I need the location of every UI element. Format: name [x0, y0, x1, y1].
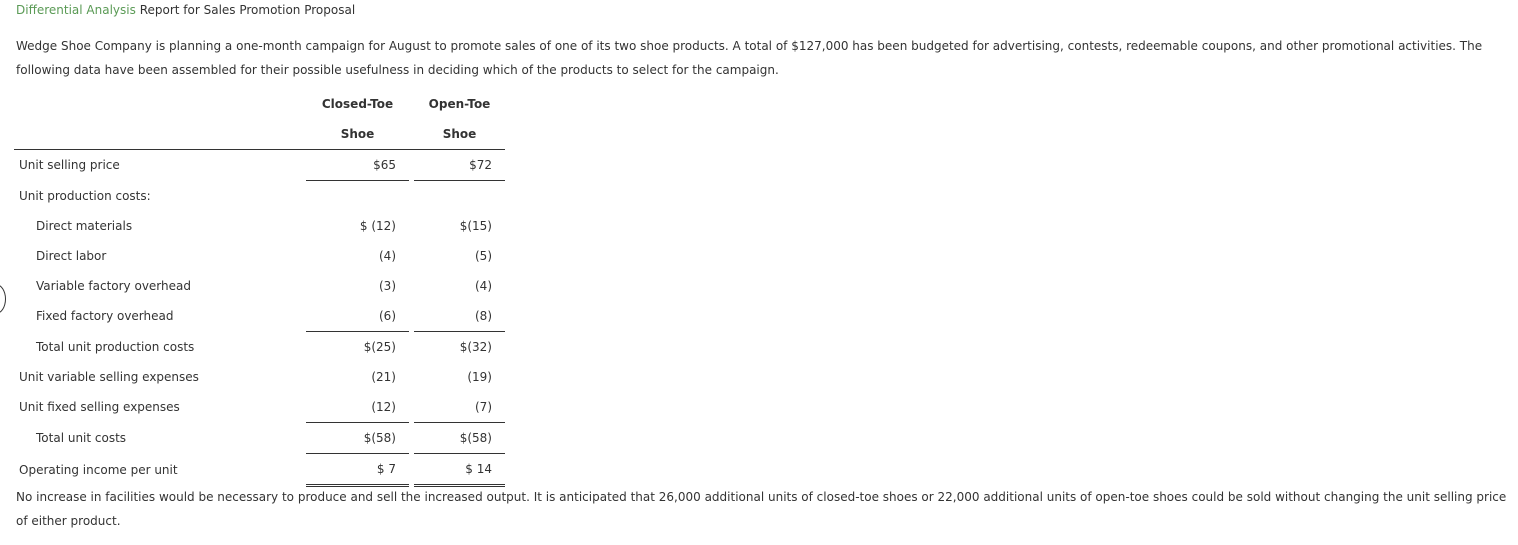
row-label: Unit variable selling expenses: [19, 370, 199, 384]
row-label: Direct labor: [36, 249, 107, 263]
open-toe-value: $ 14: [414, 454, 505, 486]
closed-toe-value: (12): [306, 392, 409, 423]
row-label: Unit fixed selling expenses: [19, 400, 180, 415]
open-toe-value: (4): [475, 279, 492, 293]
open-toe-value: [414, 181, 505, 212]
open-toe-value: (7): [414, 392, 505, 423]
open-toe-value: $72: [414, 150, 505, 181]
closed-toe-value: $65: [306, 150, 409, 181]
closing-paragraph: No increase in facilities would be necessary to produce and sell the increased output. It is anticipated that 26,000 additional units of closed-toe shoes or 22,000 additional units of open-toe shoes could be sold without changing the unit selling price of either product.: [16, 490, 1507, 528]
open-toe-value: $(58): [414, 423, 505, 454]
table-row: [14, 332, 505, 363]
closed-toe-value: (6): [306, 301, 409, 332]
closed-toe-value: (21): [371, 370, 396, 384]
table-row: [14, 241, 505, 271]
product-cost-table: [14, 89, 505, 487]
row-label: Direct materials: [36, 219, 133, 233]
row-label: Total unit costs: [36, 431, 127, 445]
col-closed-toe-header-line2: Shoe: [306, 119, 409, 150]
col-closed-toe-header-line1: Closed-Toe: [321, 97, 394, 111]
row-label: Unit production costs:: [19, 188, 151, 203]
left-edge-bracket: [0, 284, 6, 314]
differential-analysis-link[interactable]: Differential Analysis: [16, 3, 136, 17]
table-row: [14, 454, 505, 486]
open-toe-value: (19): [467, 370, 492, 384]
table-row: [14, 392, 505, 423]
closed-toe-value: (4): [379, 249, 396, 263]
closed-toe-value: $ (12): [359, 219, 396, 233]
table-row: [14, 362, 505, 392]
closed-toe-value: $ 7: [306, 454, 409, 486]
closed-toe-value: $(58): [306, 423, 409, 454]
row-label: Variable factory overhead: [36, 279, 191, 293]
col-open-toe-header-line1: Open-Toe: [428, 97, 491, 111]
row-label: Total unit production costs: [36, 339, 195, 354]
closed-toe-value: (3): [379, 279, 396, 293]
table-row: [14, 301, 505, 332]
col-open-toe-header-line2: Shoe: [414, 119, 505, 150]
intro-paragraph: Wedge Shoe Company is planning a one-month campaign for August to promote sales of one of its two shoe products. A total of $127,000 has been budgeted for advertising, contests, redeemable coupons, and other promotional activities. The following data have been assembled for their possible usefulness in deciding which of the products to select for the campaign.: [16, 39, 1483, 77]
row-label: Operating income per unit: [19, 462, 178, 477]
table-row: [14, 181, 505, 212]
row-label: Unit selling price: [19, 158, 120, 173]
open-toe-value: (8): [414, 301, 505, 332]
table-row: [14, 423, 505, 454]
closed-toe-value: [306, 181, 409, 212]
row-label: Fixed factory overhead: [36, 309, 174, 324]
report-title-text: Report for Sales Promotion Proposal: [135, 3, 356, 17]
open-toe-value: (5): [475, 249, 492, 263]
table-row: [14, 211, 505, 241]
closed-toe-value: $(25): [363, 340, 396, 354]
table-row: [14, 150, 505, 181]
open-toe-value: $(15): [459, 219, 492, 233]
table-row: [14, 271, 505, 301]
open-toe-value: $(32): [459, 340, 492, 354]
report-title: [16, 2, 355, 18]
